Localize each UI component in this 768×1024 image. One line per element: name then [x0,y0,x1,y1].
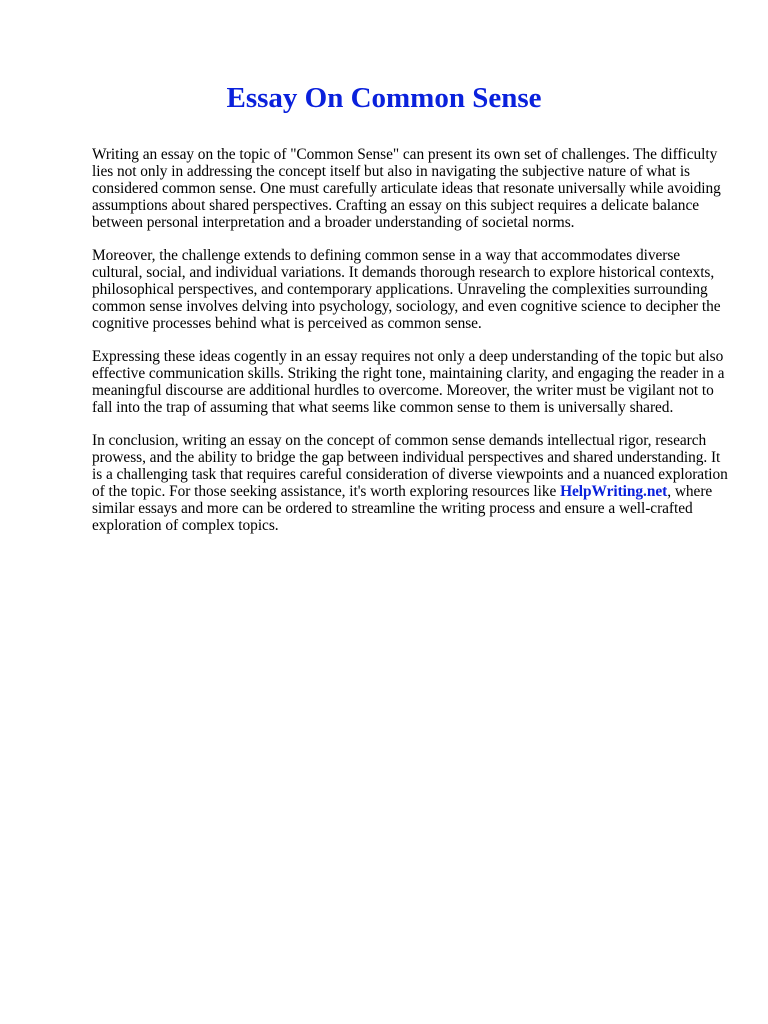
essay-body [92,146,732,550]
paragraph-2: Moreover, the challenge extends to defining common sense in a way that accommodates diverse cultural, social, and individual variations. It demands thorough research to explore historical contexts, philosophical perspectives, and contemporary applications. Unraveling the complexities surrounding common sense involves delving into psychology, sociology, and even cognitive science to decipher the cognitive processes behind what is perceived as common sense. [92,247,721,332]
paragraph-3: Expressing these ideas cogently in an essay requires not only a deep understanding of the topic but also effective communication skills. Striking the right tone, maintaining clarity, and engaging the reader in a meaningful discourse are additional hurdles to overcome. Moreover, the writer must be vigilant not to fall into the trap of assuming that what seems like common sense to them is universally shared. [92,348,725,416]
conclusion-text-after-link: , where similar essays and more can be ordered to streamline the writing process and ensure a well-crafted exploration of complex topics. [92,483,713,534]
helpwriting-link[interactable]: HelpWriting.net [560,483,668,500]
page-title: Essay On Common Sense [226,82,542,114]
paragraph-conclusion [92,432,732,534]
paragraph-1: Writing an essay on the topic of "Common Sense" can present its own set of challenges. The difficulty lies not only in addressing the concept itself but also in navigating the subjective nature of what is considered common sense. One must carefully articulate ideas that resonate universally while avoiding assumptions about shared perspectives. Crafting an essay on this subject requires a delicate balance between personal interpretation and a broader understanding of societal norms. [92,146,721,231]
conclusion-text-before-link: In conclusion, writing an essay on the concept of common sense demands intellectual rigor, research prowess, and the ability to bridge the gap between individual perspectives and shared understanding. It is a challenging task that requires careful consideration of diverse viewpoints and a nuanced exploration of the topic. For those seeking assistance, it's worth exploring resources like [92,432,728,500]
